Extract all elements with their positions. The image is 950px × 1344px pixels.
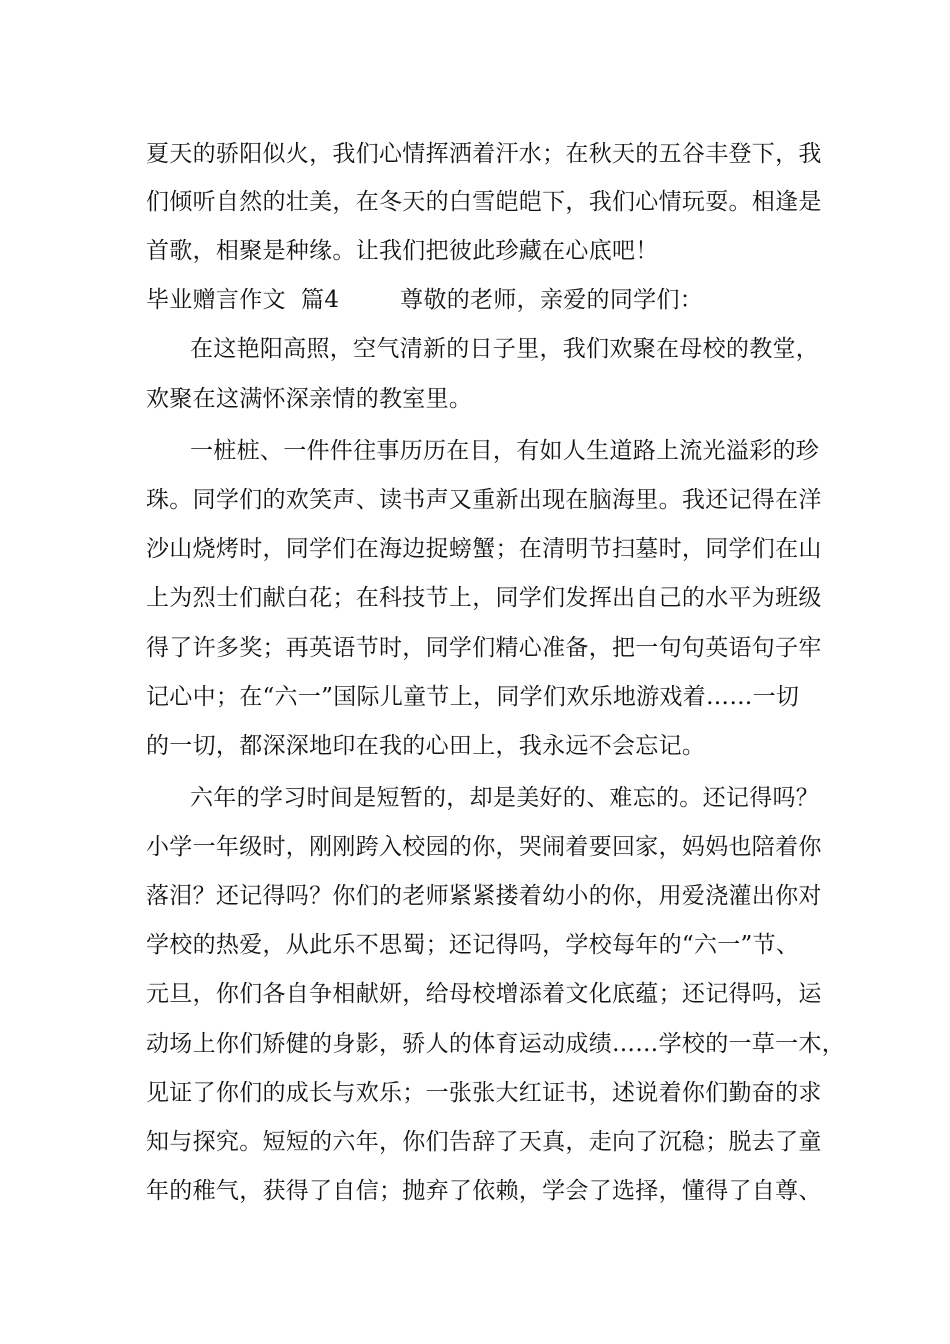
text-line: 学校的热爱，从此乐不思蜀；还记得吗，学校每年的“六一”节、 <box>146 932 800 958</box>
paragraph-start-line: 一桩桩、一件件往事历历在目，有如人生道路上流光溢彩的珍 <box>190 438 820 464</box>
text-line: 沙山烧烤时，同学们在海边捉螃蟹；在清明节扫墓时，同学们在山 <box>146 536 822 562</box>
text-line: 动场上你们矫健的身影，骄人的体育运动成绩……学校的一草一木， <box>146 1031 845 1057</box>
text-line: 欢聚在这满怀深亲情的教室里。 <box>146 386 473 412</box>
text-line: 得了许多奖；再英语节时，同学们精心准备，把一句句英语句子牢 <box>146 635 822 661</box>
text-line: 落泪？还记得吗？你们的老师紧紧搂着幼小的你，用爱浇灌出你对 <box>146 883 822 909</box>
text-line: 见证了你们的成长与欢乐；一张张大红证书，述说着你们勤奋的求 <box>146 1080 822 1106</box>
text-line: 知与探究。短短的六年，你们告辞了天真，走向了沉稳；脱去了童 <box>146 1129 822 1155</box>
text-line: 元旦，你们各自争相献妍，给母校增添着文化底蕴；还记得吗，运 <box>146 981 822 1007</box>
paragraph-start-line: 六年的学习时间是短暂的，却是美好的、难忘的。还记得吗？ <box>190 785 820 811</box>
text-line: 夏天的骄阳似火，我们心情挥洒着汗水；在秋天的五谷丰登下，我 <box>146 141 822 167</box>
text-line: 年的稚气，获得了自信；抛弃了依赖，学会了选择，懂得了自尊、 <box>146 1178 822 1204</box>
text-line: 珠。同学们的欢笑声、读书声又重新出现在脑海里。我还记得在洋 <box>146 487 822 513</box>
text-line: 的一切，都深深地印在我的心田上，我永远不会忘记。 <box>146 733 706 759</box>
text-line: 记心中；在“六一”国际儿童节上，同学们欢乐地游戏着……一切 <box>146 684 800 710</box>
section-heading-line: 毕业赠言作文 篇4 尊敬的老师，亲爱的同学们： <box>146 287 704 313</box>
text-line: 首歌，相聚是种缘。让我们把彼此珍藏在心底吧！ <box>146 238 659 264</box>
paragraph-start-line: 在这艳阳高照，空气清新的日子里，我们欢聚在母校的教堂， <box>190 336 820 362</box>
text-line: 们倾听自然的壮美，在冬天的白雪皑皑下，我们心情玩耍。相逢是 <box>146 189 822 215</box>
text-line: 上为烈士们献白花；在科技节上，同学们发挥出自己的水平为班级 <box>146 585 822 611</box>
text-line: 小学一年级时，刚刚跨入校园的你，哭闹着要回家，妈妈也陪着你 <box>146 834 822 860</box>
